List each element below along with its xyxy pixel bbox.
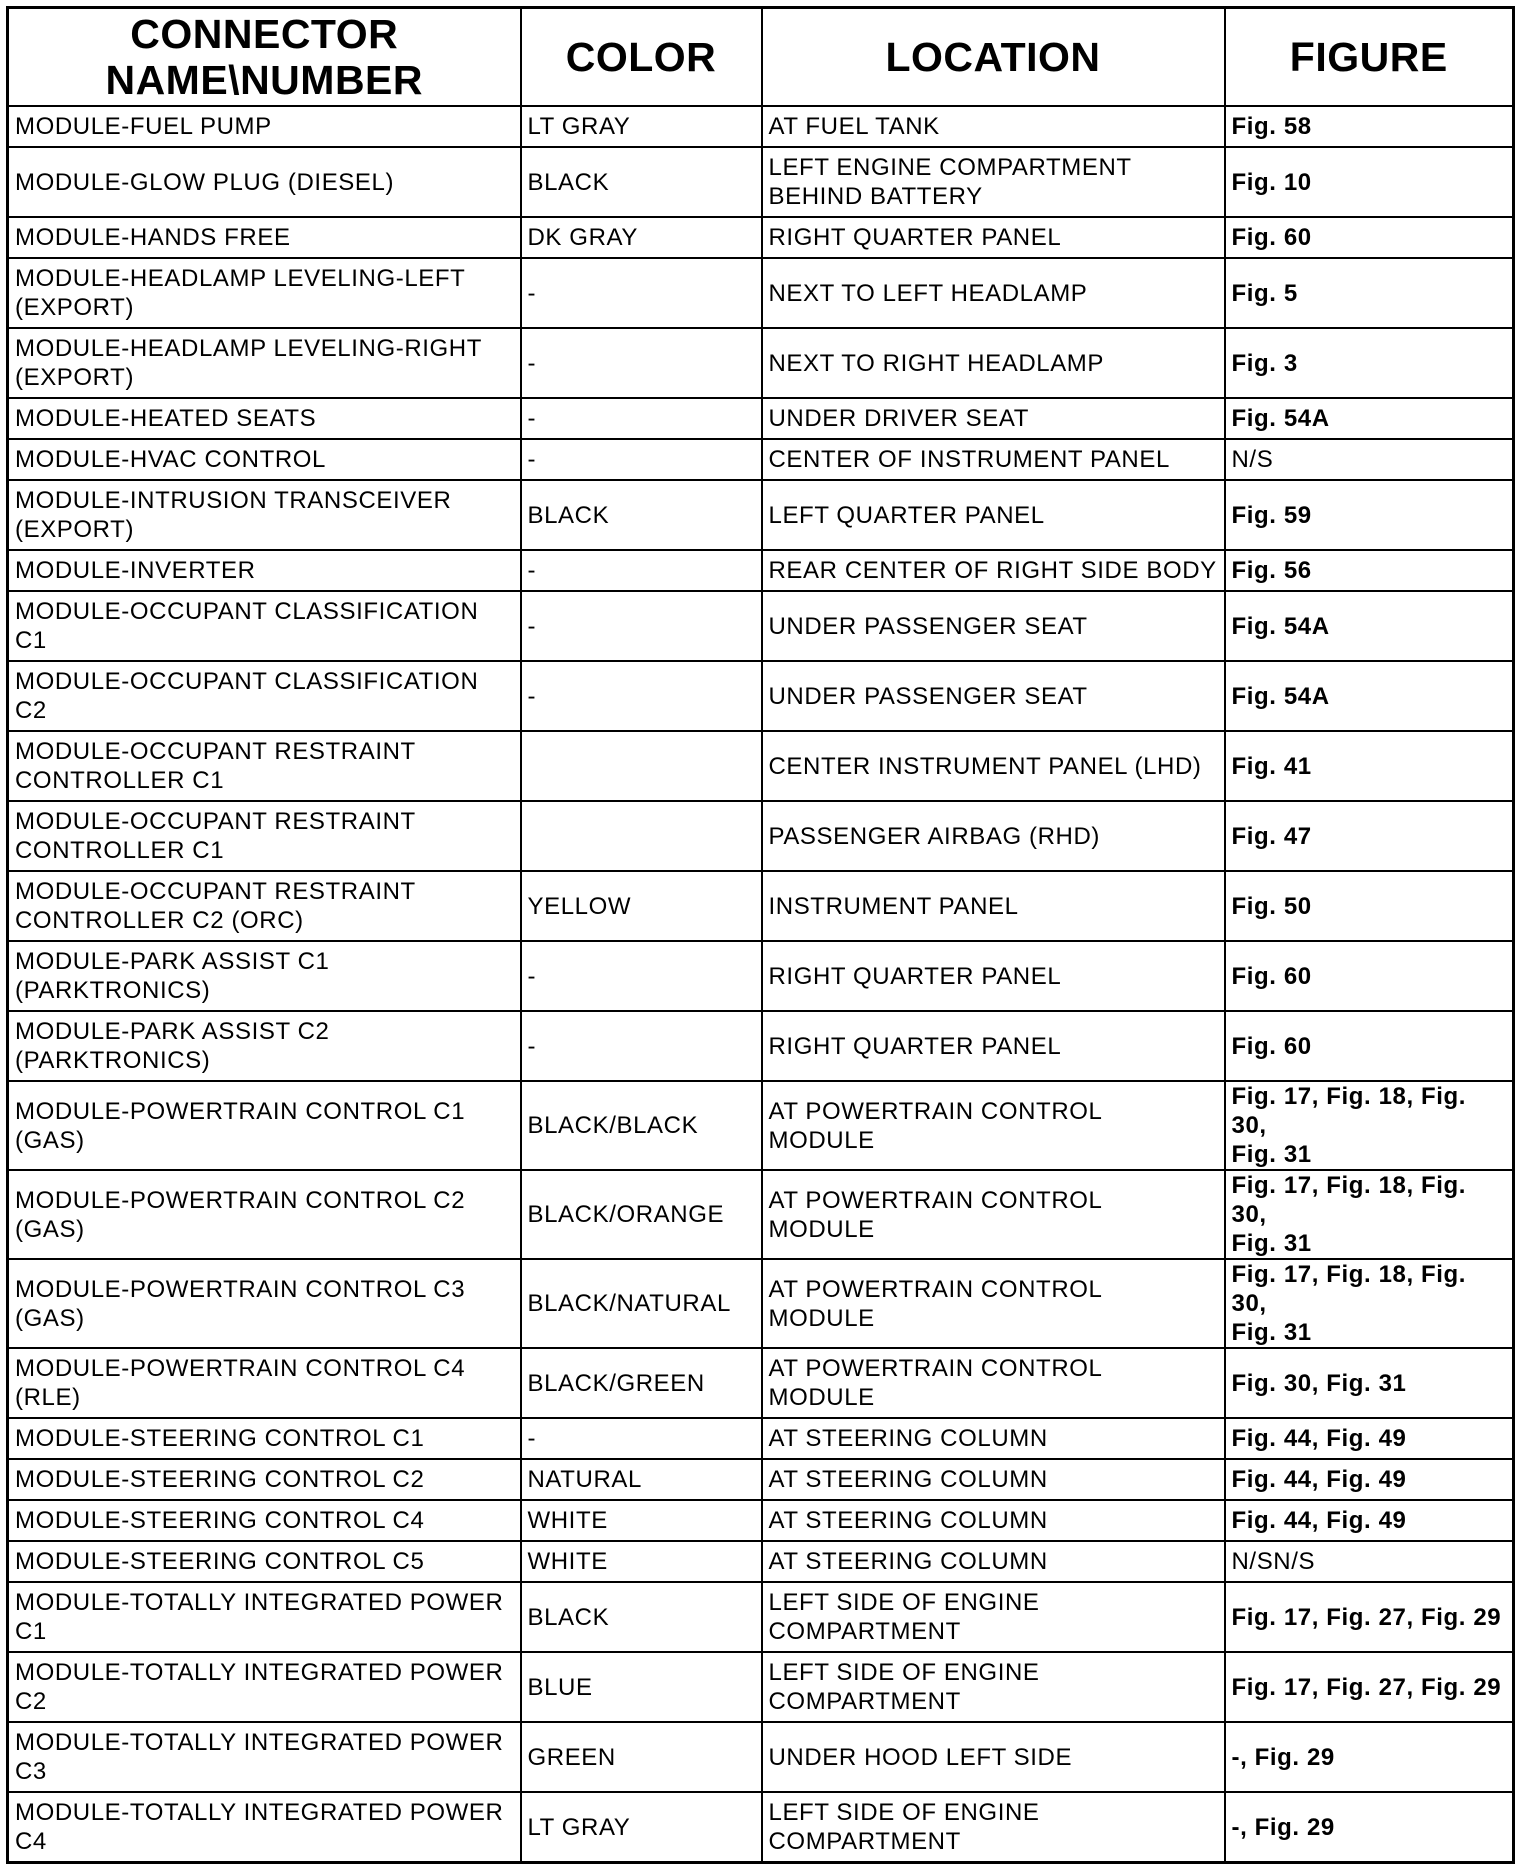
cell-connector-name	[8, 217, 521, 258]
cell-figure-line: Fig. 60	[1231, 962, 1312, 990]
header-connector-name	[8, 8, 521, 107]
cell-figure	[1225, 661, 1514, 731]
table-row	[8, 328, 1514, 398]
cell-figure	[1225, 801, 1514, 871]
cell-connector-name	[8, 731, 521, 801]
table-row	[8, 217, 1514, 258]
cell-figure	[1225, 1011, 1514, 1081]
table-row	[8, 1792, 1514, 1863]
cell-color: BLUE	[521, 1652, 762, 1722]
table-row	[8, 871, 1514, 941]
cell-figure-line: Fig. 44, Fig. 49	[1231, 1466, 1407, 1493]
cell-location-line: AT STEERING COLUMN	[768, 1507, 1048, 1534]
table-row	[8, 1081, 1514, 1170]
cell-figure-line: Fig. 17, Fig. 18, Fig. 30,	[1231, 1172, 1467, 1228]
cell-connector-name-line: MODULE-POWERTRAIN CONTROL C3	[15, 1275, 466, 1303]
cell-figure-line: Fig. 54A	[1231, 405, 1330, 432]
cell-connector-name-line: MODULE-GLOW PLUG (DIESEL)	[15, 168, 395, 196]
cell-figure	[1225, 731, 1514, 801]
cell-color: BLACK	[521, 147, 762, 217]
cell-connector-name	[8, 550, 521, 591]
cell-connector-name	[8, 398, 521, 439]
cell-connector-name-line: MODULE-HEADLAMP LEVELING-LEFT	[15, 265, 466, 292]
cell-location	[762, 1170, 1225, 1259]
cell-connector-name	[8, 1722, 521, 1792]
cell-figure	[1225, 1418, 1514, 1459]
cell-connector-name	[8, 801, 521, 871]
table-row	[8, 1418, 1514, 1459]
cell-location	[762, 661, 1225, 731]
cell-connector-name	[8, 1582, 521, 1652]
cell-figure-line: Fig. 3	[1231, 349, 1298, 377]
cell-figure-line: Fig. 17, Fig. 27, Fig. 29	[1231, 1603, 1502, 1631]
cell-connector-name	[8, 1792, 521, 1863]
table-row	[8, 661, 1514, 731]
cell-location	[762, 147, 1225, 217]
cell-connector-name	[8, 1259, 521, 1348]
cell-location	[762, 941, 1225, 1011]
cell-color: BLACK/GREEN	[521, 1348, 762, 1418]
header-location: LOCATION	[762, 8, 1225, 107]
cell-figure-line: Fig. 47	[1231, 822, 1312, 850]
cell-connector-name-line: MODULE-POWERTRAIN CONTROL C4	[15, 1355, 466, 1382]
table-row	[8, 147, 1514, 217]
cell-figure	[1225, 1582, 1514, 1652]
cell-connector-name-line: MODULE-STEERING CONTROL C1	[15, 1425, 425, 1452]
cell-connector-name-line: MODULE-INVERTER	[15, 557, 256, 584]
table-row	[8, 1170, 1514, 1259]
cell-connector-name-line: MODULE-TOTALLY INTEGRATED POWER	[15, 1729, 504, 1756]
cell-figure	[1225, 1792, 1514, 1863]
cell-connector-name	[8, 1500, 521, 1541]
cell-location-line: RIGHT QUARTER PANEL	[768, 962, 1062, 990]
cell-figure-line: -, Fig. 29	[1231, 1743, 1335, 1771]
cell-figure-line: Fig. 44, Fig. 49	[1231, 1507, 1407, 1534]
cell-color	[521, 731, 762, 801]
cell-color: LT GRAY	[521, 1792, 762, 1863]
cell-color: -	[521, 941, 762, 1011]
cell-figure-line: Fig. 5	[1231, 279, 1298, 307]
cell-location	[762, 1652, 1225, 1722]
cell-location-line: UNDER PASSENGER SEAT	[768, 612, 1088, 640]
cell-figure-line: N/S	[1231, 446, 1274, 473]
cell-figure-line: Fig. 17, Fig. 27, Fig. 29	[1231, 1673, 1502, 1701]
cell-figure-line: Fig. 17, Fig. 18, Fig. 30,	[1231, 1261, 1467, 1317]
cell-location-line: AT STEERING COLUMN	[768, 1466, 1048, 1493]
cell-figure-line: Fig. 44, Fig. 49	[1231, 1425, 1407, 1452]
cell-color: WHITE	[521, 1500, 762, 1541]
cell-figure	[1225, 591, 1514, 661]
cell-figure-line: Fig. 50	[1231, 892, 1312, 920]
cell-figure	[1225, 1541, 1514, 1582]
cell-connector-name	[8, 1170, 521, 1259]
cell-figure-line: Fig. 41	[1231, 752, 1312, 780]
cell-location	[762, 1541, 1225, 1582]
cell-connector-name-line: C2	[15, 697, 47, 724]
cell-connector-name-line: C3	[15, 1758, 47, 1785]
cell-location	[762, 1011, 1225, 1081]
table-row	[8, 591, 1514, 661]
table-row	[8, 1459, 1514, 1500]
cell-connector-name-line: MODULE-OCCUPANT CLASSIFICATION	[15, 598, 479, 625]
cell-location-line: LEFT SIDE OF ENGINE	[768, 1589, 1040, 1616]
cell-figure-line: Fig. 54A	[1231, 682, 1330, 710]
cell-connector-name	[8, 871, 521, 941]
cell-figure	[1225, 1722, 1514, 1792]
cell-connector-name-line: (GAS)	[15, 1304, 85, 1332]
cell-connector-name	[8, 147, 521, 217]
cell-figure-line: Fig. 17, Fig. 18, Fig. 30,	[1231, 1083, 1467, 1139]
cell-connector-name	[8, 1011, 521, 1081]
cell-location	[762, 871, 1225, 941]
header-figure: FIGURE	[1225, 8, 1514, 107]
cell-location-line: UNDER DRIVER SEAT	[768, 405, 1029, 432]
cell-figure	[1225, 550, 1514, 591]
cell-location-line: MODULE	[768, 1304, 875, 1332]
cell-location	[762, 1792, 1225, 1863]
cell-color: -	[521, 661, 762, 731]
table-row	[8, 1582, 1514, 1652]
cell-figure-line: Fig. 59	[1231, 501, 1312, 529]
cell-figure	[1225, 106, 1514, 147]
cell-location	[762, 1500, 1225, 1541]
cell-location-line: AT STEERING COLUMN	[768, 1548, 1048, 1575]
cell-connector-name	[8, 328, 521, 398]
table-row	[8, 106, 1514, 147]
cell-location-line: REAR CENTER OF RIGHT SIDE BODY	[768, 557, 1217, 584]
cell-color: BLACK/ORANGE	[521, 1170, 762, 1259]
cell-connector-name-line: (GAS)	[15, 1126, 85, 1154]
cell-connector-name	[8, 258, 521, 328]
cell-connector-name-line: MODULE-OCCUPANT CLASSIFICATION	[15, 668, 479, 695]
cell-color: -	[521, 550, 762, 591]
cell-location	[762, 1348, 1225, 1418]
cell-location-line: CENTER OF INSTRUMENT PANEL	[768, 446, 1170, 473]
cell-connector-name-line: C1	[15, 627, 47, 654]
cell-color: NATURAL	[521, 1459, 762, 1500]
cell-connector-name-line: MODULE-HEATED SEATS	[15, 405, 317, 432]
cell-location-line: CENTER INSTRUMENT PANEL (LHD)	[768, 752, 1202, 780]
cell-figure-line: Fig. 60	[1231, 1032, 1312, 1060]
cell-figure	[1225, 258, 1514, 328]
cell-location-line: MODULE	[768, 1126, 875, 1154]
cell-figure-line: Fig. 10	[1231, 168, 1312, 196]
cell-location	[762, 398, 1225, 439]
cell-location	[762, 1582, 1225, 1652]
cell-location-line: NEXT TO RIGHT HEADLAMP	[768, 349, 1105, 377]
cell-location-line: COMPARTMENT	[768, 1618, 961, 1645]
header-color: COLOR	[521, 8, 762, 107]
cell-connector-name	[8, 1418, 521, 1459]
cell-location	[762, 439, 1225, 480]
cell-connector-name-line: MODULE-STEERING CONTROL C2	[15, 1466, 425, 1493]
cell-connector-name	[8, 1541, 521, 1582]
cell-figure	[1225, 1652, 1514, 1722]
cell-connector-name-line: MODULE-HEADLAMP LEVELING-RIGHT	[15, 335, 482, 362]
cell-color: BLACK/BLACK	[521, 1081, 762, 1170]
table-row	[8, 1652, 1514, 1722]
cell-connector-name-line: MODULE-STEERING CONTROL C5	[15, 1548, 425, 1575]
cell-location-line: LEFT SIDE OF ENGINE	[768, 1659, 1040, 1686]
cell-connector-name-line: MODULE-INTRUSION TRANSCEIVER	[15, 487, 452, 514]
cell-connector-name-line: MODULE-OCCUPANT RESTRAINT	[15, 738, 416, 765]
table-row	[8, 1259, 1514, 1348]
cell-color: -	[521, 439, 762, 480]
table-row	[8, 550, 1514, 591]
cell-location	[762, 731, 1225, 801]
cell-connector-name-line: MODULE-PARK ASSIST C1	[15, 948, 330, 975]
cell-location-line: AT POWERTRAIN CONTROL	[768, 1275, 1103, 1303]
cell-connector-name-line: C2	[15, 1688, 47, 1715]
header-row	[8, 8, 1514, 107]
cell-figure-line: Fig. 31	[1231, 1319, 1312, 1346]
cell-figure	[1225, 871, 1514, 941]
cell-connector-name-line: MODULE-TOTALLY INTEGRATED POWER	[15, 1659, 504, 1686]
table-row	[8, 439, 1514, 480]
table-row	[8, 1541, 1514, 1582]
cell-connector-name-line: MODULE-POWERTRAIN CONTROL C1	[15, 1097, 466, 1125]
cell-connector-name-line: (PARKTRONICS)	[15, 1047, 211, 1074]
cell-connector-name	[8, 941, 521, 1011]
cell-figure-line: Fig. 58	[1231, 113, 1312, 140]
cell-location-line: AT POWERTRAIN CONTROL	[768, 1355, 1103, 1382]
cell-color: BLACK	[521, 480, 762, 550]
cell-color: GREEN	[521, 1722, 762, 1792]
cell-color: BLACK/NATURAL	[521, 1259, 762, 1348]
cell-connector-name-line: MODULE-FUEL PUMP	[15, 113, 272, 140]
cell-connector-name-line: MODULE-OCCUPANT RESTRAINT	[15, 878, 416, 905]
cell-figure	[1225, 480, 1514, 550]
cell-connector-name	[8, 439, 521, 480]
cell-figure-line: Fig. 60	[1231, 224, 1312, 251]
cell-location-line: COMPARTMENT	[768, 1688, 961, 1715]
cell-figure	[1225, 1459, 1514, 1500]
cell-figure-line: N/SN/S	[1231, 1548, 1316, 1575]
cell-location	[762, 801, 1225, 871]
cell-figure-line: Fig. 31	[1231, 1230, 1312, 1257]
cell-figure	[1225, 147, 1514, 217]
cell-color: -	[521, 591, 762, 661]
cell-connector-name	[8, 1081, 521, 1170]
cell-location-line: RIGHT QUARTER PANEL	[768, 224, 1062, 251]
cell-color	[521, 801, 762, 871]
cell-location-line: MODULE	[768, 1215, 875, 1243]
cell-connector-name	[8, 480, 521, 550]
cell-figure-line: -, Fig. 29	[1231, 1813, 1335, 1841]
cell-location	[762, 550, 1225, 591]
cell-connector-name-line: MODULE-TOTALLY INTEGRATED POWER	[15, 1589, 504, 1616]
cell-color: BLACK	[521, 1582, 762, 1652]
cell-connector-name	[8, 591, 521, 661]
cell-color: WHITE	[521, 1541, 762, 1582]
cell-connector-name	[8, 661, 521, 731]
table-row	[8, 258, 1514, 328]
cell-location-line: LEFT SIDE OF ENGINE	[768, 1799, 1040, 1826]
table-row	[8, 1348, 1514, 1418]
table-row	[8, 1011, 1514, 1081]
cell-location-line: AT STEERING COLUMN	[768, 1425, 1048, 1452]
cell-color: DK GRAY	[521, 217, 762, 258]
cell-location	[762, 258, 1225, 328]
cell-connector-name	[8, 106, 521, 147]
cell-connector-name-line: MODULE-OCCUPANT RESTRAINT	[15, 808, 416, 835]
cell-color: LT GRAY	[521, 106, 762, 147]
cell-color: -	[521, 398, 762, 439]
cell-figure-line: Fig. 30, Fig. 31	[1231, 1369, 1407, 1397]
cell-connector-name	[8, 1652, 521, 1722]
cell-location	[762, 1259, 1225, 1348]
cell-figure	[1225, 1500, 1514, 1541]
cell-connector-name-line: C4	[15, 1828, 47, 1855]
cell-connector-name-line: MODULE-HVAC CONTROL	[15, 446, 326, 473]
cell-connector-name-line: (GAS)	[15, 1215, 85, 1243]
cell-location	[762, 1722, 1225, 1792]
cell-connector-name-line: MODULE-HANDS FREE	[15, 224, 291, 251]
table-row	[8, 1500, 1514, 1541]
cell-figure-line: Fig. 31	[1231, 1141, 1312, 1168]
cell-connector-name-line: (EXPORT)	[15, 516, 135, 543]
cell-location	[762, 480, 1225, 550]
cell-location-line: COMPARTMENT	[768, 1828, 961, 1855]
cell-connector-name	[8, 1459, 521, 1500]
cell-connector-name-line: (EXPORT)	[15, 294, 135, 321]
cell-connector-name-line: MODULE-POWERTRAIN CONTROL C2	[15, 1186, 466, 1214]
cell-location-line: RIGHT QUARTER PANEL	[768, 1032, 1062, 1060]
cell-connector-name-line: (PARKTRONICS)	[15, 977, 211, 1004]
cell-connector-name	[8, 1348, 521, 1418]
cell-figure	[1225, 439, 1514, 480]
cell-figure	[1225, 941, 1514, 1011]
cell-figure	[1225, 1348, 1514, 1418]
cell-connector-name-line: CONTROLLER C1	[15, 767, 225, 794]
cell-figure-line: Fig. 54A	[1231, 612, 1330, 640]
header-name-line2: NAME\NUMBER	[105, 57, 424, 103]
cell-color: YELLOW	[521, 871, 762, 941]
cell-connector-name-line: MODULE-STEERING CONTROL C4	[15, 1507, 425, 1534]
cell-location-line: UNDER HOOD LEFT SIDE	[768, 1743, 1073, 1771]
cell-location	[762, 1081, 1225, 1170]
cell-location	[762, 328, 1225, 398]
cell-location-line: UNDER PASSENGER SEAT	[768, 682, 1088, 710]
cell-location-line: LEFT ENGINE COMPARTMENT	[768, 154, 1132, 181]
cell-connector-name-line: MODULE-PARK ASSIST C2	[15, 1018, 330, 1045]
cell-figure	[1225, 217, 1514, 258]
cell-connector-name-line: MODULE-TOTALLY INTEGRATED POWER	[15, 1799, 504, 1826]
cell-color: -	[521, 258, 762, 328]
cell-location-line: AT FUEL TANK	[768, 113, 940, 140]
cell-connector-name-line: CONTROLLER C2 (ORC)	[15, 907, 304, 934]
cell-color: -	[521, 328, 762, 398]
cell-figure	[1225, 1259, 1514, 1348]
cell-figure	[1225, 1081, 1514, 1170]
cell-figure	[1225, 398, 1514, 439]
cell-connector-name-line: (EXPORT)	[15, 364, 135, 391]
cell-location	[762, 1459, 1225, 1500]
cell-location	[762, 591, 1225, 661]
cell-location	[762, 1418, 1225, 1459]
cell-location-line: MODULE	[768, 1384, 875, 1411]
connector-table	[6, 6, 1515, 1864]
cell-connector-name-line: (RLE)	[15, 1384, 81, 1411]
table-row	[8, 801, 1514, 871]
cell-location-line: INSTRUMENT PANEL	[768, 892, 1019, 920]
table-row	[8, 941, 1514, 1011]
cell-color: -	[521, 1418, 762, 1459]
cell-location-line: PASSENGER AIRBAG (RHD)	[768, 822, 1100, 850]
table-row	[8, 398, 1514, 439]
table-row	[8, 480, 1514, 550]
cell-location-line: LEFT QUARTER PANEL	[768, 501, 1045, 529]
cell-figure	[1225, 328, 1514, 398]
header-name-line1: CONNECTOR	[130, 11, 399, 57]
cell-location	[762, 217, 1225, 258]
cell-connector-name-line: C1	[15, 1618, 47, 1645]
cell-location-line: BEHIND BATTERY	[768, 183, 983, 210]
table-row	[8, 731, 1514, 801]
cell-location	[762, 106, 1225, 147]
table-row	[8, 1722, 1514, 1792]
cell-color: -	[521, 1011, 762, 1081]
cell-figure-line: Fig. 56	[1231, 557, 1312, 584]
cell-connector-name-line: CONTROLLER C1	[15, 837, 225, 864]
cell-location-line: AT POWERTRAIN CONTROL	[768, 1186, 1103, 1214]
cell-figure	[1225, 1170, 1514, 1259]
cell-location-line: AT POWERTRAIN CONTROL	[768, 1097, 1103, 1125]
cell-location-line: NEXT TO LEFT HEADLAMP	[768, 279, 1088, 307]
